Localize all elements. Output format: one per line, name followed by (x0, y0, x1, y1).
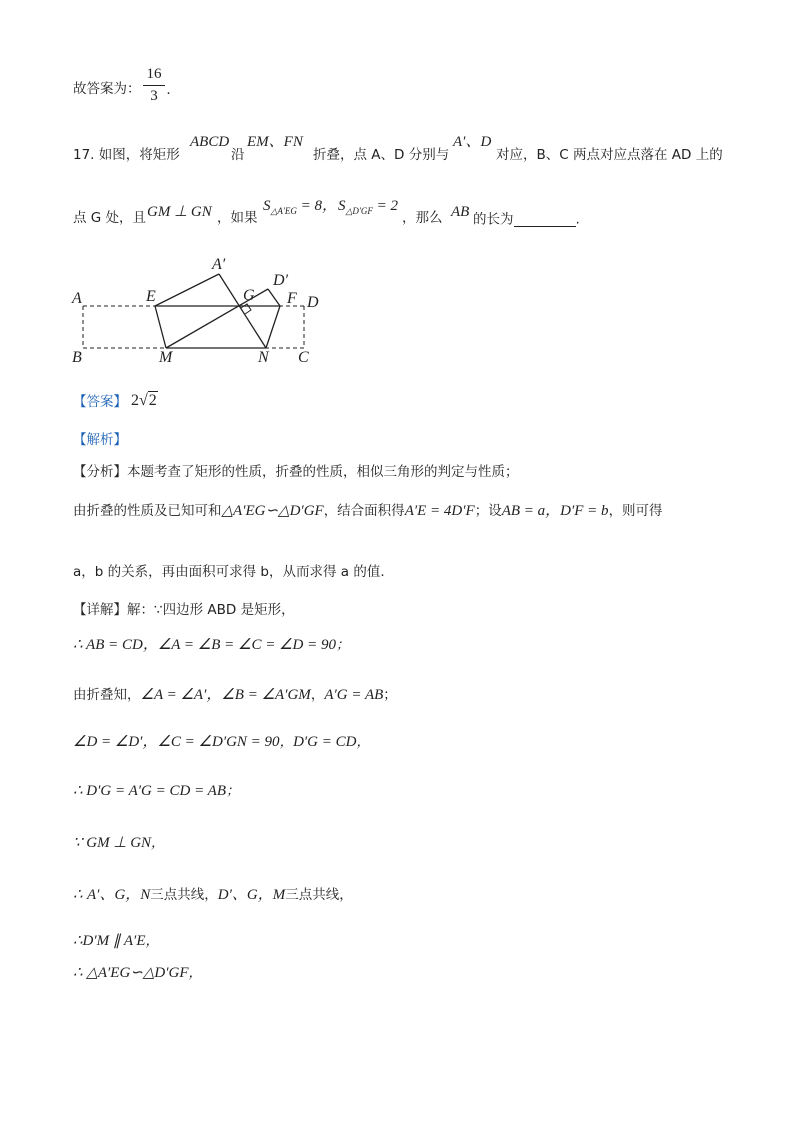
problem-ask-text: 的长为 (473, 211, 514, 228)
analysis-line2-eq: A′E = 4D′F (404, 503, 475, 519)
area1-value: = 8， (296, 198, 338, 214)
step-2-eq2: A′G = AB (324, 687, 384, 703)
edge-D1F (268, 289, 280, 306)
problem-then: ，那么 (402, 210, 443, 226)
step-6-eq: A′、G，N (87, 887, 151, 903)
step-3 (73, 735, 370, 750)
problem-line2-start: 点 G 处，且 (73, 210, 147, 226)
geometry-figure (60, 245, 340, 370)
analysis-line3: a，b 的关系，再由面积可求得 b，从而求得 a 的值. (73, 564, 385, 580)
analysis-similar: △A′EG∽△D′GF (221, 503, 324, 519)
problem-perp: GM ⊥ GN (147, 204, 212, 220)
step-2-prefix: 由折叠知， (73, 687, 141, 703)
step-2-end: ； (383, 687, 397, 703)
therefore-symbol: ∴ (73, 933, 83, 949)
label-D-prime: D′ (273, 272, 289, 289)
fraction-denominator: 3 (150, 88, 158, 104)
step-4 (73, 784, 240, 799)
step-1-eq: AB = CD，∠A = ∠B = ∠C = ∠D = 90 (86, 637, 336, 653)
step-5-end: ， (151, 835, 165, 851)
label-D: D (307, 294, 319, 311)
fenxi-line (73, 466, 519, 480)
fenxi-tag: 【分析】 (73, 464, 127, 480)
therefore-symbol: ∴ (73, 783, 83, 799)
edge-EM (155, 306, 166, 348)
answer-value (131, 393, 158, 409)
step-8-eq: △A′EG∽△D′GF (86, 965, 189, 981)
label-B: B (72, 349, 82, 366)
answer-blank (514, 212, 576, 227)
step-6-mid: 三点共线， (150, 887, 218, 903)
step-3-eq: ∠D = ∠D′，∠C = ∠D′GN = 90 (73, 734, 280, 750)
xiangjie-tag: 【详解】 (73, 602, 127, 618)
problem-end: . (575, 211, 580, 228)
problem-rect-name: ABCD (190, 134, 230, 150)
answer-radicand: 2 (148, 392, 157, 409)
fraction-numerator: 16 (146, 66, 162, 82)
step-6-end: 三点共线， (285, 887, 353, 903)
problem-area1 (263, 199, 337, 216)
because-symbol: ∵ (73, 835, 83, 851)
step-7 (73, 934, 159, 949)
sqrt-symbol: √ (139, 392, 148, 409)
therefore-symbol: ∴ (73, 965, 83, 981)
label-N: N (258, 349, 269, 366)
analysis-line2-d: ，则可得 (608, 503, 663, 519)
step-3-eq2: D′G = CD (293, 734, 357, 750)
problem-fold-lines: EM、FN (247, 134, 303, 150)
step-7-eq: D′M ∥ A′E (82, 933, 146, 949)
area1-symbol: S (263, 198, 271, 214)
edge-EA1 (155, 274, 219, 306)
analysis-line2-a: 由折叠的性质及已知可和 (73, 503, 222, 519)
step-5-eq: GM ⊥ GN (86, 835, 152, 851)
label-F: F (287, 290, 297, 307)
step-6-eq2: D′、G，M (217, 887, 286, 903)
problem-ab: AB (451, 204, 470, 220)
analysis-line2-c: ；设 (474, 503, 502, 519)
step-6 (73, 888, 353, 903)
label-A: A (72, 290, 82, 307)
answer-coefficient: 2 (131, 392, 139, 409)
label-E: E (146, 288, 156, 305)
step-1 (73, 638, 350, 653)
problem-along: 沿 (231, 147, 245, 163)
problem-fold-text: 折叠，点 A、D 分别与 (313, 147, 450, 163)
edge-A1N (219, 274, 266, 348)
answer-tag: 【答案】 (73, 394, 127, 410)
step-1-end: ； (336, 637, 350, 653)
xiangjie-line (73, 604, 295, 618)
therefore-symbol: ∴ (73, 887, 83, 903)
analysis-line2-ab: AB = a，D′F = b (501, 503, 609, 519)
step-3-sep: ， (279, 734, 294, 750)
label-A-prime: A′ (212, 256, 226, 273)
prev-answer-label: 故答案为： (73, 81, 141, 97)
prev-answer-fraction (143, 66, 165, 105)
step-2-eq: ∠A = ∠A′，∠B = ∠A′GM (140, 687, 311, 703)
step-2 (73, 688, 397, 703)
xiangjie-text: 解：∵四边形 ABD 是矩形， (127, 602, 295, 618)
step-4-eq: D′G = A′G = CD = AB (86, 783, 227, 799)
step-8 (73, 966, 202, 981)
label-C: C (298, 349, 309, 366)
problem-number: 17. 如图，将矩形 (73, 147, 180, 163)
analysis-line2 (73, 504, 663, 519)
problem-rest: 对应，B、C 两点对应点落在 AD 上的 (496, 147, 723, 163)
problem-if: ，如果 (217, 210, 258, 226)
step-2-sep: ， (310, 687, 325, 703)
label-G: G (243, 287, 255, 304)
problem-points: A′、D (453, 134, 492, 150)
prev-answer-period: . (167, 82, 171, 98)
analysis-line2-b: ，结合面积得 (323, 503, 405, 519)
label-M: M (159, 349, 173, 366)
fenxi-text: 本题考查了矩形的性质，折叠的性质，相似三角形的判定与性质； (127, 464, 519, 480)
problem-area2 (338, 199, 398, 216)
problem-ask (473, 212, 580, 227)
area1-sub: △A′EG (270, 206, 297, 216)
analysis-tag: 【解析】 (73, 432, 127, 448)
step-8-end: ， (188, 965, 202, 981)
step-5 (73, 836, 165, 851)
area2-sub: △D′GF (345, 206, 373, 216)
area2-symbol: S (338, 198, 346, 214)
step-7-end: ， (145, 933, 159, 949)
step-4-end: ； (226, 783, 240, 799)
area2-value: = 2 (372, 198, 399, 214)
therefore-symbol: ∴ (73, 637, 83, 653)
step-3-end: ， (356, 734, 370, 750)
edge-FN (266, 306, 280, 348)
